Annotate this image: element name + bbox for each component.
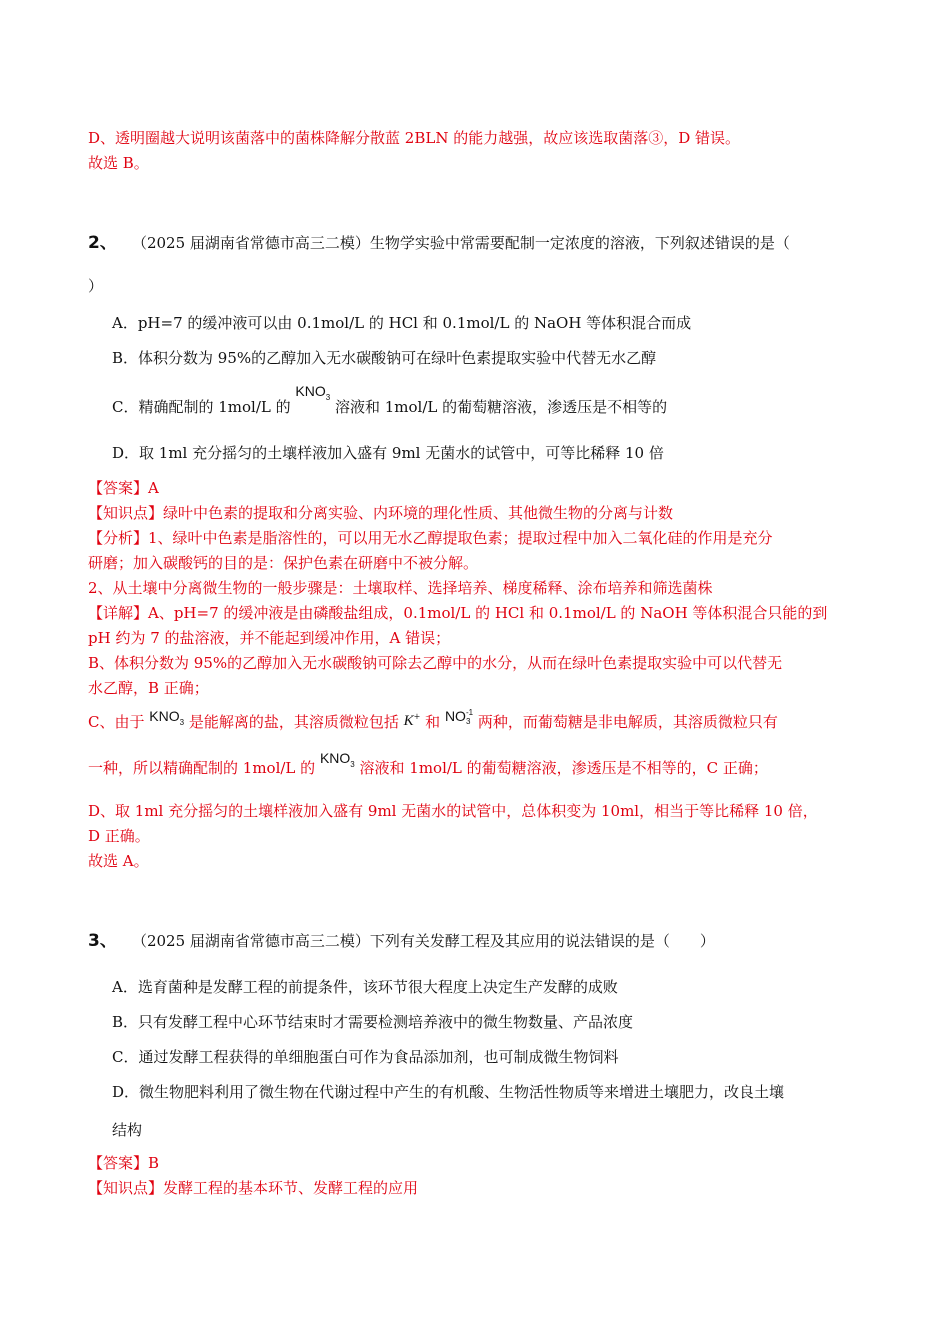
question-2-answer: 【答案】A xyxy=(88,479,159,497)
question-2-number: 2、 xyxy=(88,233,117,253)
question-2-option-c xyxy=(112,382,668,416)
question-3-option-a: A．选育菌种是发酵工程的前提条件，该环节很大程度上决定生产发酵的成败 xyxy=(112,978,618,996)
question-2-detail-c-line-1 xyxy=(88,703,778,733)
question-3-answer: 【答案】B xyxy=(88,1154,160,1172)
question-2-analysis-line-3: 2、从土壤中分离微生物的一般步骤是：土壤取样、选择培养、梯度稀释、涂布培养和筛选菌株 xyxy=(88,579,713,597)
detail-c2-text-pre: 一种，所以精确配制的 1mol/L 的 xyxy=(88,759,316,777)
kno3-subscript: 3 xyxy=(350,759,355,769)
question-2-analysis-line-2: 研磨；加入碳酸钙的目的是：保护色素在研磨中不被分解。 xyxy=(88,554,479,572)
question-2-analysis-line-1: 【分析】1、绿叶中色素是脂溶性的，可以用无水乙醇提取色素；提取过程中加入二氧化硅的作用是充分 xyxy=(88,529,773,547)
question-3-number: 3、 xyxy=(88,931,117,951)
detail-c-text-post: 两种，而葡萄糖是非电解质，其溶质微粒只有 xyxy=(477,713,778,731)
kno3-subscript: 3 xyxy=(325,392,331,402)
kno3-formula xyxy=(295,383,330,402)
detail-c2-text-post: 溶液和 1mol/L 的葡萄糖溶液，渗透压是不相等的，C 正确； xyxy=(359,759,768,777)
nitrate-ion xyxy=(445,706,473,726)
option-c-text-post: 溶液和 1mol/L 的葡萄糖溶液，渗透压是不相等的 xyxy=(334,398,668,416)
kno3-base: KNO xyxy=(295,383,326,399)
kno3-base: KNO xyxy=(319,750,351,766)
prev-conclusion: 故选 B。 xyxy=(88,154,149,172)
question-2-option-a: A．pH=7 的缓冲液可以由 0.1mol/L 的 HCl 和 0.1mol/L 的 NaOH 等体积混合而成 xyxy=(112,314,692,332)
question-3-option-b: B．只有发酵工程中心环节结束时才需要检测培养液中的微生物数量、产品浓度 xyxy=(112,1013,634,1031)
question-2-conclusion: 故选 A。 xyxy=(88,852,149,870)
question-3-knowledge: 【知识点】发酵工程的基本环节、发酵工程的应用 xyxy=(88,1179,419,1197)
question-3-option-d-line-1: D．微生物肥料利用了微生物在代谢过程中产生的有机酸、生物活性物质等来增进土壤肥力，改良土壤 xyxy=(112,1083,785,1101)
question-3-option-c: C．通过发酵工程获得的单细胞蛋白可作为食品添加剂，也可制成微生物饲料 xyxy=(112,1048,619,1066)
kno3-base: KNO xyxy=(149,708,180,724)
question-2-detail-b-line-1: B、体积分数为 95%的乙醇加入无水碳酸钠可除去乙醇中的水分，从而在绿叶色素提取实验中可以代替无 xyxy=(88,654,783,672)
prev-detail-d: D、透明圈越大说明该菌落中的菌株降解分散蓝 2BLN 的能力越强，故应该选取菌落③，D 错误。 xyxy=(88,129,741,147)
detail-c-text-pre: C、由于 xyxy=(88,713,145,731)
question-2-stem: （2025 届湖南省常德市高三二模）生物学实验中常需要配制一定浓度的溶液，下列叙述错误的是（ xyxy=(131,234,790,252)
question-2-detail-b-line-2: 水乙醇，B 正确； xyxy=(88,679,209,697)
potassium-ion xyxy=(404,711,421,729)
potassium-symbol: K xyxy=(403,713,414,729)
question-2-knowledge: 【知识点】绿叶中色素的提取和分离实验、内环境的理化性质、其他微生物的分离与计数 xyxy=(88,504,674,522)
question-2-option-d: D．取 1ml 充分摇匀的土壤样液加入盛有 9ml 无菌水的试管中，可等比稀释 10 倍 xyxy=(112,444,664,462)
nitrate-subscript: 3 xyxy=(465,717,471,727)
nitrate-charge: -1 xyxy=(465,708,474,718)
question-2-detail-d-line-1: D、取 1ml 充分摇匀的土壤样液加入盛有 9ml 无菌水的试管中，总体积变为 10ml，相当于等比稀释 10 倍， xyxy=(88,802,818,820)
question-2-header xyxy=(88,228,790,253)
potassium-charge: + xyxy=(413,712,421,721)
question-3-stem: （2025 届湖南省常德市高三二模）下列有关发酵工程及其应用的说法错误的是（ ） xyxy=(131,932,715,950)
detail-c-text-mid1: 是能解离的盐，其溶质微粒包括 xyxy=(188,713,399,731)
question-2-detail-d-line-2: D 正确。 xyxy=(88,827,150,845)
question-2-detail-a-line-2: pH 约为 7 的盐溶液，并不能起到缓冲作用，A 错误； xyxy=(88,629,451,647)
question-2-option-b: B．体积分数为 95%的乙醇加入无水碳酸钠可在绿叶色素提取实验中代替无水乙醇 xyxy=(112,349,657,367)
detail-c-text-mid2: 和 xyxy=(425,713,441,731)
question-2-stem-end: ） xyxy=(88,277,104,295)
question-2-detail-c-line-2 xyxy=(88,748,768,775)
kno3-formula xyxy=(320,748,355,775)
question-3-header xyxy=(88,926,715,951)
option-c-text-pre: C．精确配制的 1mol/L 的 xyxy=(112,398,291,416)
question-3-option-d-line-2: 结构 xyxy=(112,1121,143,1139)
kno3-formula xyxy=(149,706,184,733)
kno3-subscript: 3 xyxy=(179,717,185,727)
nitrate-base: NO xyxy=(444,708,466,724)
question-2-detail-a-line-1: 【详解】A、pH=7 的缓冲液是由磷酸盐组成，0.1mol/L 的 HCl 和 0.1mol/L 的 NaOH 等体积混合只能的到 xyxy=(88,604,828,622)
